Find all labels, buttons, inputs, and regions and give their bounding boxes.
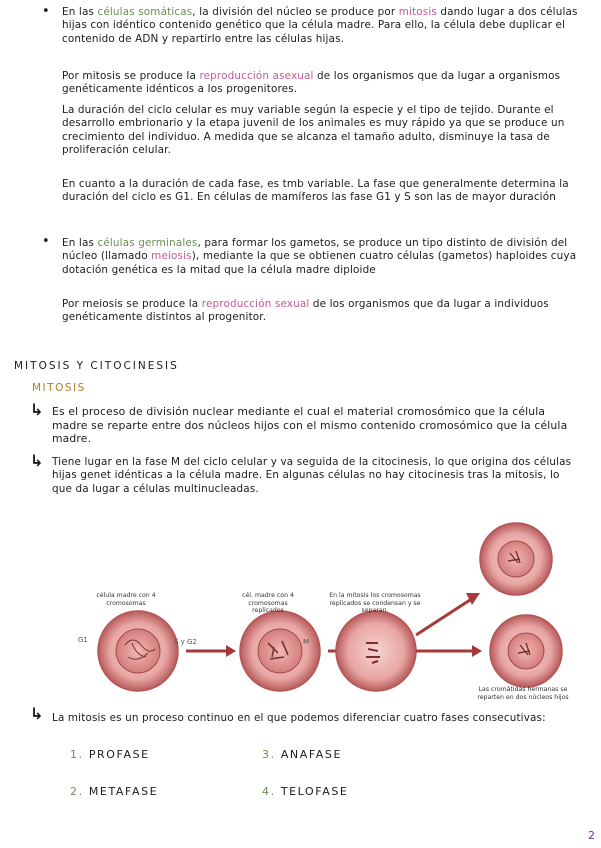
caption-cell-3: En la mitosis los cromosomas replicados se condensan y se separan. bbox=[329, 592, 421, 615]
bullet-germinal: • bbox=[42, 234, 50, 249]
term-meiosis: meiosis bbox=[151, 250, 192, 263]
daughter-cell-top bbox=[480, 523, 552, 595]
caption-cell-4: Las cromátidas hermanas se reparten en dos núcleos hijos bbox=[477, 686, 569, 701]
phase-4: 4. TELOFASE bbox=[262, 785, 349, 798]
section-title: MITOSIS Y CITOCINESIS bbox=[14, 360, 179, 372]
term-asexual-reproduction: reproducción asexual bbox=[199, 70, 314, 82]
somatic-phase-duration: En cuanto a la duración de cada fase, es tmb variable. La fase que generalmente determina la duración del ciclo es G1. En células de mamíferos las fase G1 y S son las de mayor duración bbox=[62, 178, 569, 204]
term-germinal-cells: células germinales bbox=[97, 237, 198, 249]
bullet-somatic: • bbox=[42, 4, 50, 19]
point-marker-3: ↳ bbox=[30, 704, 44, 723]
phase-3: 3. ANAFASE bbox=[262, 748, 343, 761]
somatic-duration: La duración del ciclo celular es muy variable según la especie y el tipo de tejido. Durante el desarrollo embrionario y la etapa juvenil de los animales es muy rápido ya que se produce un crecimiento del individuo. A medida que se alcanza el tamaño adulto, disminuye la tasa de proliferación celular. bbox=[62, 104, 565, 156]
caption-cell-1: célula madre con 4 cromosomas bbox=[96, 592, 156, 607]
phase-1: 1. PROFASE bbox=[70, 748, 150, 761]
term-sexual-reproduction: reproducción sexual bbox=[201, 298, 310, 310]
section-subtitle: MITOSIS bbox=[32, 382, 86, 394]
page-number: 2 bbox=[588, 829, 595, 842]
germinal-sexual: Por meiosis se produce la reproducción sexual de los organismos que da lugar a individuos genéticamente distintos al progenitor. bbox=[62, 298, 549, 324]
point-marker-2: ↳ bbox=[30, 451, 44, 470]
mitosis-point-3: La mitosis es un proceso continuo en el que podemos diferenciar cuatro fases consecutivas: bbox=[52, 712, 546, 724]
somatic-intro: En las células somáticas, la división del núcleo se produce por mitosis dando lugar a dos células hijas con idéntico contenido genético que la célula madre. Para ello, la célula debe duplicar el contenido de ADN y repartirlo entre las células hijas. bbox=[62, 6, 578, 45]
cell-3 bbox=[336, 611, 416, 691]
somatic-asexual: Por mitosis se produce la reproducción asexual de los organismos que da lugar a organismos genéticamente idénticos a los progenitores. bbox=[62, 70, 561, 96]
cell-1 bbox=[98, 611, 178, 691]
term-mitosis: mitosis bbox=[398, 6, 437, 18]
arrow-right bbox=[416, 645, 482, 657]
term-somatic-cells: células somáticas bbox=[97, 6, 193, 18]
caption-cell-2: cél. madre con 4 cromosomas replicados bbox=[242, 592, 294, 615]
cell-2 bbox=[240, 611, 320, 691]
daughter-cell-bottom bbox=[490, 615, 562, 687]
label-g1: G1 bbox=[78, 636, 88, 644]
point-marker-1: ↳ bbox=[30, 400, 44, 419]
arrow-s-g2 bbox=[186, 645, 236, 657]
phase-2: 2. METAFASE bbox=[70, 785, 159, 798]
mitosis-point-2: Tiene lugar en la fase M del ciclo celular y va seguida de la citocinesis, lo que origina dos células hijas genet idénticas a la célula madre. En algunas células no hay citocinesis tras la mitosis, lo que da lugar a células multinucleadas. bbox=[52, 456, 572, 495]
mitosis-point-1: Es el proceso de división nuclear mediante el cual el material cromosómico que la célula madre se reparte entre dos núcleos hijos con el mismo contenido cromosómico que la célula madre. bbox=[52, 405, 568, 445]
label-s-g2: S y G2 bbox=[174, 638, 197, 646]
germinal-intro: En las células germinales, para formar los gametos, se produce un tipo distinto de división del núcleo (llamado meiosis), mediante la que se obtienen cuatro células (gametos) haploides cuya dotación genética es la mitad que la célula madre diploide bbox=[62, 237, 577, 276]
label-m: M bbox=[303, 638, 310, 646]
